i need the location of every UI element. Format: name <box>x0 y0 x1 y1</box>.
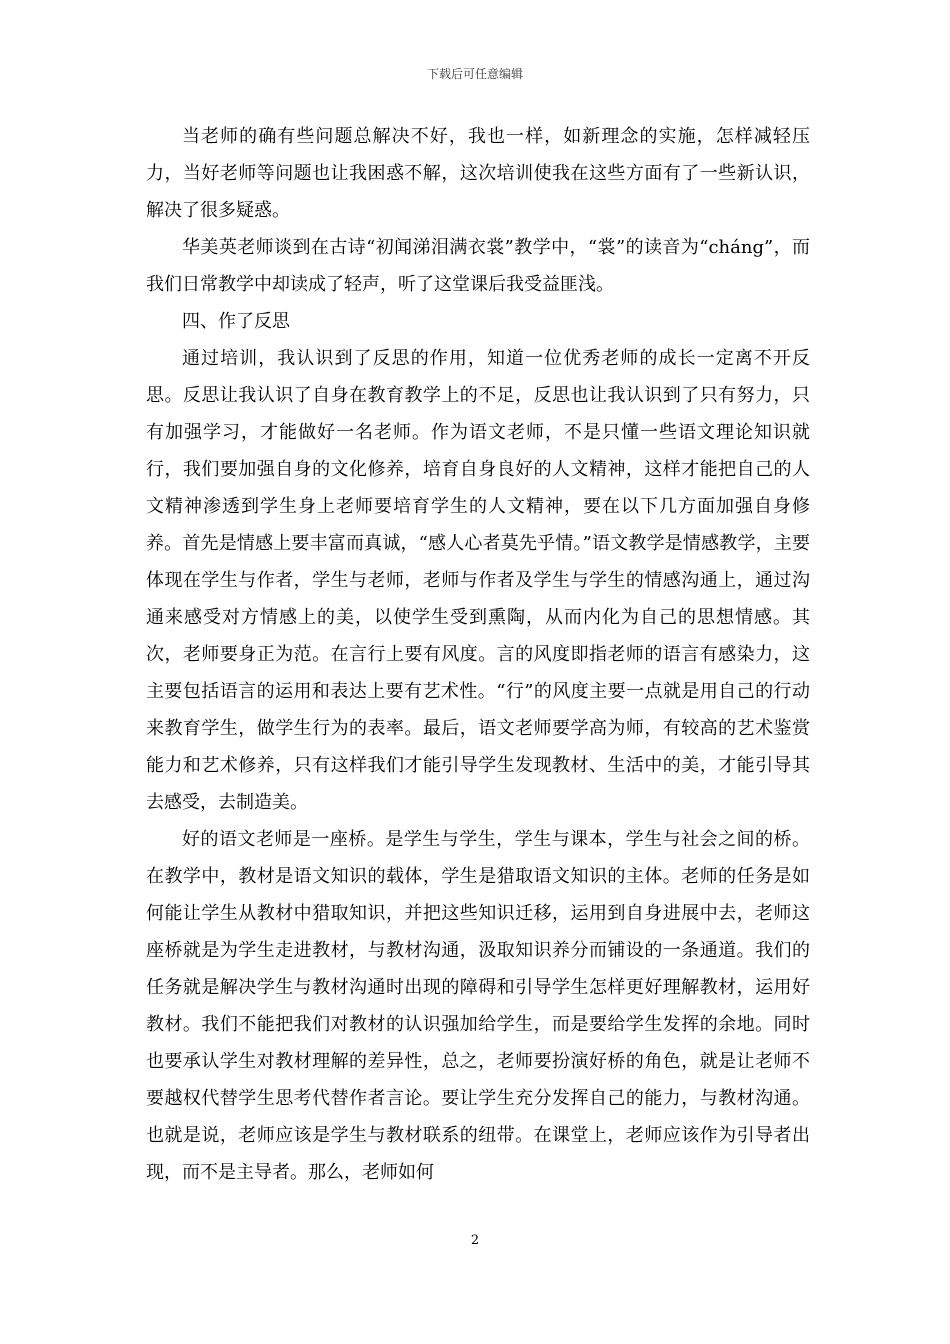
paragraph-3: 通过培训，我认识到了反思的作用，知道一位优秀老师的成长一定离不开反思。反思让我认识了自身在教育教学上的不足，反思也让我认识到了只有努力，只有加强学习，才能做好一名老师。作为语文老师，不是只懂一些语文理论知识就行，我们要加强自身的文化修养，培育自身良好的人文精神，这样才能把自己的人文精神渗透到学生身上老师要培育学生的人文精神，要在以下几方面加强自身修养。首先是情感上要丰富而真诚，“感人心者莫先乎情。”语文教学是情感教学，主要体现在学生与作者，学生与老师，老师与作者及学生与学生的情感沟通上，通过沟通来感受对方情感上的美，以使学生受到熏陶，从而内化为自己的思想情感。其次，老师要身正为范。在言行上要有风度。言的风度即指老师的语言有感染力，这主要包括语言的运用和表达上要有艺术性。“行”的风度主要一点就是用自己的行动来教育学生，做学生行为的表率。最后，语文老师要学高为师，有较高的艺术鉴赏能力和艺术修养，只有这样我们才能引导学生发现教材、生活中的美，才能引导其去感受，去制造美。 <box>146 348 810 813</box>
page-header: 下载后可任意编辑 <box>426 67 523 81</box>
paragraph-2: 华美英老师谈到在古诗“初闻涕泪满衣裳”教学中，“裳”的读音为“cháng”，而我们日常教学中却读成了轻声，听了这堂课后我受益匪浅。 <box>146 237 810 295</box>
section-heading: 四、作了反思 <box>182 311 290 332</box>
paragraph-4: 好的语文老师是一座桥。是学生与学生，学生与课本，学生与社会之间的桥。在教学中，教材是语文知识的载体，学生是猎取语文知识的主体。老师的任务是如何能让学生从教材中猎取知识，并把这些知识迁移，运用到自身进展中去，老师这座桥就是为学生走进教材，与教材沟通，汲取知识养分而铺设的一条通道。我们的任务就是解决学生与教材沟通时出现的障碍和引导学生怎样更好理解教材，运用好教材。我们不能把我们对教材的认识强加给学生，而是要给学生发挥的余地。同时也要承认学生对教材理解的差异性，总之，老师要扮演好桥的角色，就是让老师不要越权代替学生思考代替作者言论。要让学生充分发挥自己的能力，与教材沟通。也就是说，老师应该是学生与教材联系的纽带。在课堂上，老师应该作为引导者出现，而不是主导者。那么，老师如何 <box>146 829 810 1183</box>
paragraph-1: 当老师的确有些问题总解决不好，我也一样，如新理念的实施，怎样减轻压力，当好老师等问题也让我困惑不解，这次培训使我在这些方面有了一些新认识，解决了很多疑惑。 <box>146 126 810 221</box>
page-number: 2 <box>470 1233 480 1248</box>
document-body <box>146 118 810 1191</box>
